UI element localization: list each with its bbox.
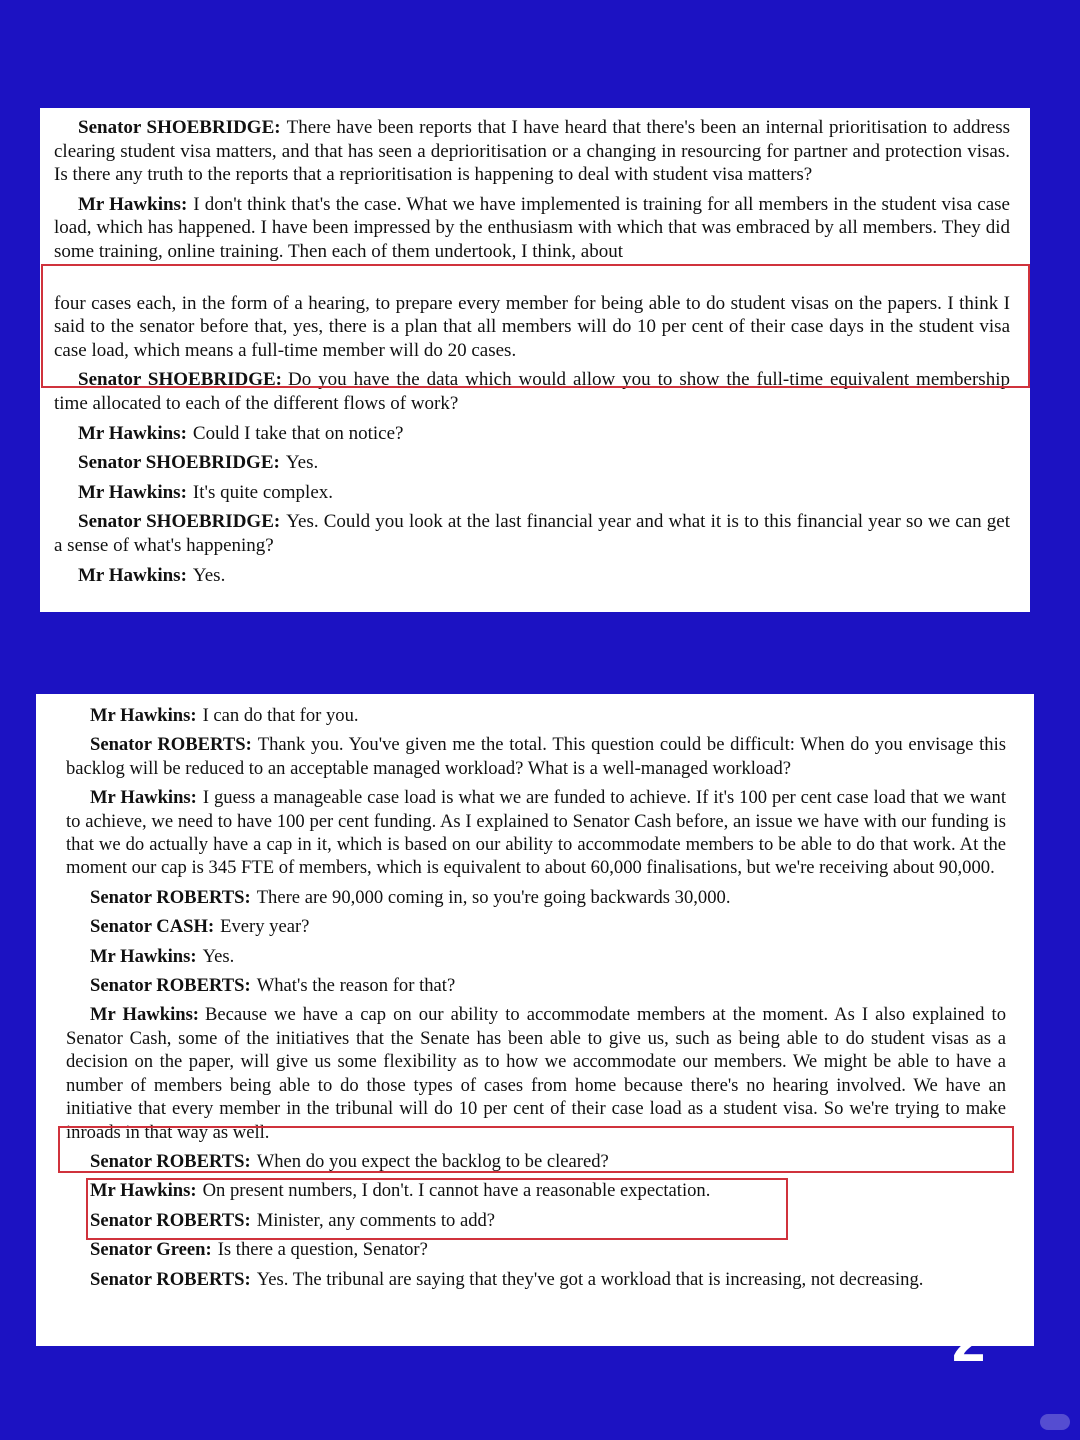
transcript-paragraph bbox=[54, 510, 1010, 557]
transcript-paragraph bbox=[54, 451, 1010, 475]
speech-text: Yes. The tribunal are saying that they've got a workload that is increasing, not decreasing. bbox=[256, 1268, 924, 1290]
speaker-name: Mr Hawkins: bbox=[90, 945, 197, 967]
transcript-paragraph bbox=[54, 422, 1010, 446]
transcript-paragraph bbox=[66, 704, 1006, 727]
speech-text: Because we have a cap on our ability to accommodate members at the moment. As I also explained to Senator Cash, some of the initiatives that the Senate has been able to give us, such as being able to do student visas as a decision on the paper, will give us some flexibility as to how we accommodate our members. We might be able to have a number of members being able to do those types of cases from home because there's no hearing involved. We have an initiative that every member in the tribunal will do 10 per cent of their case load as a student visa. So we're trying to make inroads in that way as well. bbox=[66, 1004, 1006, 1143]
speaker-name: Mr Hawkins: bbox=[90, 1180, 197, 1202]
transcript-paragraph bbox=[54, 368, 1010, 415]
transcript-paragraph bbox=[66, 1209, 1006, 1232]
speech-text: Is there a question, Senator? bbox=[217, 1239, 428, 1261]
speaker-name: Senator ROBERTS: bbox=[90, 1150, 251, 1172]
speech-text: When do you expect the backlog to be cleared? bbox=[256, 1150, 609, 1172]
speech-text: I don't think that's the case. What we have implemented is training for all members in the student visa case load, which has happened. I have been impressed by the enthusiasm with which that was embraced by all members. They did some training, online training. Then each of them undertook, I think, about bbox=[54, 193, 1010, 262]
watermark-logo bbox=[1040, 1414, 1070, 1430]
speech-text: I can do that for you. bbox=[202, 705, 359, 726]
transcript-paragraph bbox=[54, 564, 1010, 588]
transcript-paragraph bbox=[54, 481, 1010, 505]
transcript-paragraph bbox=[66, 1238, 1006, 1261]
speaker-name: Mr Hawkins: bbox=[78, 422, 187, 444]
transcript-paragraph bbox=[54, 193, 1010, 264]
speech-text: Could I take that on notice? bbox=[192, 422, 404, 444]
speech-text: There are 90,000 coming in, so you're going backwards 30,000. bbox=[256, 886, 731, 908]
transcript-paragraph bbox=[66, 886, 1006, 909]
speech-text: Do you have the data which would allow you to show the full-time equivalent membership time allocated to each of the different flows of work? bbox=[54, 369, 1010, 414]
speaker-name: Senator Green: bbox=[90, 1239, 212, 1261]
transcript-paragraph bbox=[66, 1003, 1006, 1143]
speaker-name: Mr Hawkins: bbox=[78, 481, 187, 503]
speech-text: Minister, any comments to add? bbox=[256, 1209, 496, 1231]
speech-text: It's quite complex. bbox=[192, 481, 334, 503]
transcript-paragraph bbox=[66, 1150, 1006, 1173]
speaker-name: Senator ROBERTS: bbox=[90, 734, 252, 756]
transcript-paragraph bbox=[54, 116, 1010, 187]
speech-text: Yes. bbox=[192, 564, 226, 586]
speaker-name: Mr Hawkins: bbox=[78, 193, 188, 215]
speaker-name: Senator SHOEBRIDGE: bbox=[78, 369, 283, 391]
speaker-name: Senator SHOEBRIDGE: bbox=[78, 452, 280, 474]
transcript-paragraph bbox=[66, 1268, 1006, 1291]
transcript-paragraph bbox=[66, 974, 1006, 997]
speaker-name: Mr Hawkins: bbox=[90, 705, 197, 726]
speech-text: Yes. bbox=[202, 945, 235, 967]
speaker-name: Mr Hawkins: bbox=[90, 787, 197, 809]
speaker-name: Senator ROBERTS: bbox=[90, 975, 251, 997]
speech-text: There have been reports that I have heard that there's been an internal prioritisation to address clearing student visa matters, and that has seen a deprioritisation or a changing in resourcing for partner and protection visas. Is there any truth to the reports that a reprioritisation is happening to deal with student visa matters? bbox=[54, 117, 1010, 186]
speech-text: Yes. Could you look at the last financial year and what it is to this financial year so we can get a sense of what's happening? bbox=[54, 511, 1010, 556]
speaker-name: Senator ROBERTS: bbox=[90, 1209, 251, 1231]
speech-text: Thank you. You've given me the total. This question could be difficult: When do you envisage this backlog will be reduced to an acceptable managed workload? What is a well-managed workload? bbox=[66, 734, 1006, 779]
speaker-name: Mr Hawkins: bbox=[90, 1004, 199, 1026]
speaker-name: Senator SHOEBRIDGE: bbox=[78, 511, 281, 533]
transcript-paragraph bbox=[54, 292, 1010, 363]
speech-text: On present numbers, I don't. I cannot have a reasonable expectation. bbox=[202, 1180, 711, 1202]
speech-text: Every year? bbox=[220, 916, 310, 938]
speaker-name: Senator SHOEBRIDGE: bbox=[78, 117, 281, 138]
speaker-name: Mr Hawkins: bbox=[78, 564, 187, 586]
speech-text: four cases each, in the form of a hearing, to prepare every member for being able to do student visas on the papers. I think I said to the senator before that, yes, there is a plan that all members will do 10 per cent of their case days in the student visa case load, which means a full-time member will do 20 cases. bbox=[54, 292, 1010, 361]
speech-text: Yes. bbox=[285, 452, 319, 474]
transcript-page-2 bbox=[36, 694, 1034, 1346]
transcript-paragraph bbox=[66, 915, 1006, 938]
speaker-name: Senator ROBERTS: bbox=[90, 1268, 251, 1290]
speech-text: I guess a manageable case load is what we are funded to achieve. If it's 100 per cent case load that we want to achieve, we need to have 100 per cent funding. As I explained to Senator Cash before, an issue we have with our funding is that we do actually have a cap in it, which is based on our ability to accommodate members to be able to do that work. At the moment our cap is 345 FTE of members, which is equivalent to about 60,000 finalisations, but we're receiving about 90,000. bbox=[66, 787, 1007, 879]
speaker-name: Senator CASH: bbox=[90, 916, 215, 938]
transcript-paragraph bbox=[66, 1179, 1006, 1202]
transcript-paragraph bbox=[66, 786, 1006, 880]
transcript-page-1 bbox=[40, 108, 1030, 612]
speaker-name: Senator ROBERTS: bbox=[90, 886, 251, 908]
page-number: 2 bbox=[952, 1318, 986, 1364]
transcript-paragraph bbox=[66, 945, 1006, 968]
transcript-paragraph bbox=[66, 733, 1006, 780]
page-break-gap bbox=[54, 270, 1010, 292]
speech-text: What's the reason for that? bbox=[256, 975, 456, 997]
